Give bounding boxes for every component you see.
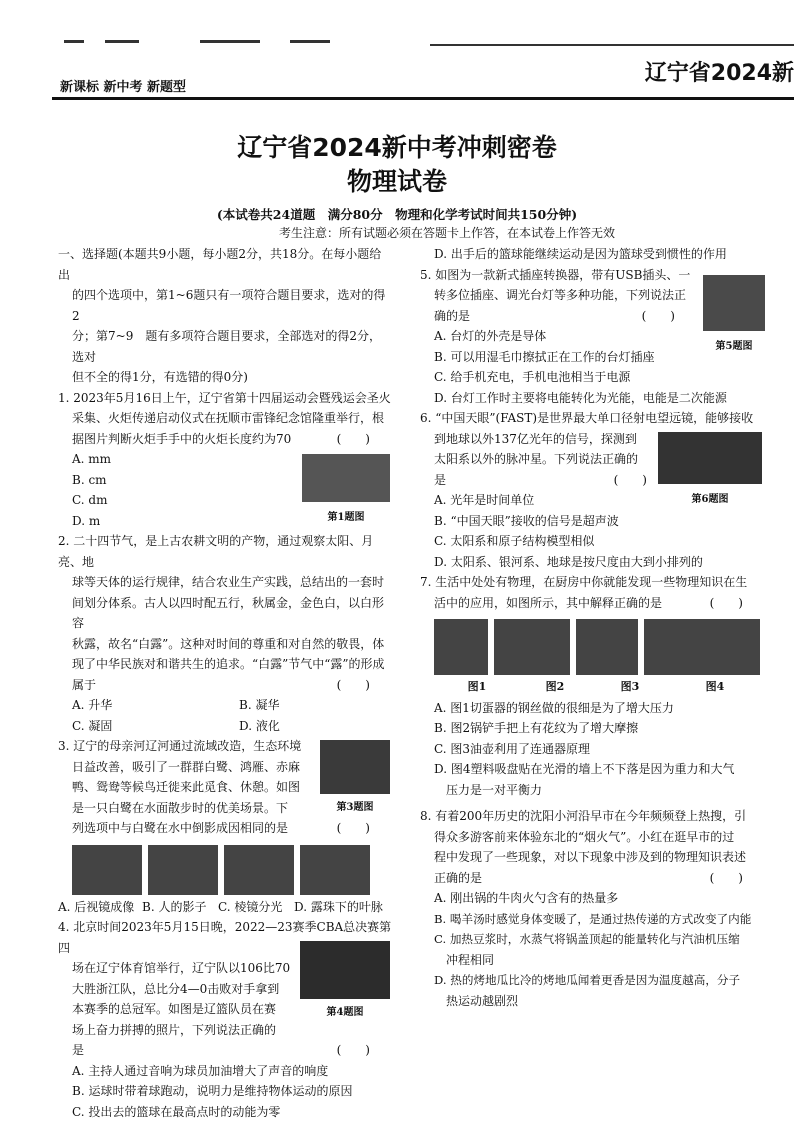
option: C. dm — [72, 493, 108, 507]
option: A. 升华 — [72, 698, 113, 712]
text-line: 据图片判断火炬手手中的火炬长度约为70 — [72, 431, 292, 446]
text-line: 转多位插座、调光台灯等多种功能，下列说法正 — [434, 288, 687, 302]
option: C. 太阳系和原子结构模型相似 — [434, 534, 595, 548]
text-line: 鸭、鸳鸯等候鸟迁徙来此觅食、休憩。如图 — [72, 780, 301, 794]
text-line — [420, 868, 765, 889]
text-line: 球等天体的运行规律，结合农业生产实践，总结出的一套时 — [72, 575, 385, 589]
figure-caption: 第1题图 — [327, 511, 365, 523]
text-line: 4. 北京时间2023年5月15日晚，2022—23赛季CBA总决赛第四 — [58, 920, 392, 955]
mirror-image — [72, 845, 142, 895]
text-line: 1. 2023年5月16日上午，辽宁省第十四届运动会暨残运会圣火 — [58, 390, 391, 405]
prism-image — [224, 845, 294, 895]
option: B. 人的影子 — [142, 899, 207, 914]
text-line: 现了中华民族对和谐共生的追求。“白露”节气中“露”的形成 — [72, 657, 385, 671]
figure-caption: 图3 — [620, 680, 640, 693]
answer-bracket: ( ) — [336, 1043, 370, 1057]
option: B. 凝华 — [239, 698, 280, 712]
text-line: 是一只白鹭在水面散步时的优美场景。下 — [72, 800, 289, 815]
option: 压力是一对平衡力 — [434, 782, 543, 797]
question-2 — [58, 531, 392, 736]
question-1 — [58, 388, 392, 532]
text-line: 5. 如图为一款新式插座转换器，带有USB插头、一 — [420, 267, 691, 282]
text-line: 8. 有着200年历史的沈阳小河沿早市在今年频频登上热搜，引 — [420, 809, 747, 823]
text-line: 分；第7~9 题有多项符合题目要求，全部选对的得2分，选对 — [72, 329, 381, 364]
answer-bracket: ( ) — [641, 308, 675, 323]
text-line — [58, 675, 392, 696]
text-line: 但不全的得1分，有选错的得0分) — [72, 370, 248, 384]
text-line: 确的是 — [434, 308, 471, 323]
basketball-photo — [300, 941, 390, 999]
option: D. 台灯工作时主要将电能转化为光能，电能是二次能源 — [434, 390, 727, 405]
egret-photo — [320, 740, 390, 794]
text-line — [58, 429, 392, 450]
shadow-image — [148, 845, 218, 895]
figure-caption: 第4题图 — [326, 1007, 364, 1018]
option: A. 主持人通过音响为球员加油增大了声音的响度 — [72, 1063, 329, 1078]
lamp-socket-photo — [703, 275, 765, 331]
text-line: 日益改善，吸引了一群群白鹭、鸿雁、赤麻 — [72, 759, 301, 774]
option: B. 喝羊汤时感觉身体变暖了，是通过热传递的方式改变了内能 — [434, 911, 752, 926]
text-line: 本赛季的总冠军。如图是辽篮队员在赛 — [72, 1002, 277, 1016]
torch-photo — [302, 454, 390, 502]
exam-subject: 物理试卷 — [346, 167, 447, 196]
figure-caption: 第6题图 — [691, 494, 729, 505]
text-line — [58, 818, 392, 839]
option: C. 加热豆浆时，水蒸气将锅盖顶起的能量转化与汽油机压缩 — [434, 932, 740, 946]
suction-cup-image — [644, 619, 760, 675]
answer-bracket: ( ) — [336, 677, 370, 692]
header-rule — [52, 97, 794, 100]
fast-telescope-photo — [658, 432, 762, 484]
option: A. mm — [72, 452, 112, 466]
option: 冲程相同 — [434, 952, 495, 967]
figure-images — [434, 619, 765, 675]
figure-caption: 图2 — [545, 680, 565, 693]
option: C. 图3油壶利用了连通器原理 — [434, 741, 591, 756]
option: B. 运球时带着球跑动，说明力是维持物体运动的原因 — [72, 1084, 353, 1098]
text-line: 6. “中国天眼”(FAST)是世界最大单口径射电望远镜，能够接收 — [420, 411, 754, 425]
option: B. “中国天眼”接收的信号是超声波 — [434, 513, 619, 528]
option: C. 给手机充电，手机电池相当于电源 — [434, 370, 631, 384]
left-column — [58, 244, 392, 1122]
text-line — [58, 1040, 392, 1061]
question-4 — [58, 917, 392, 1122]
text-line: 正确的是 — [434, 870, 483, 885]
question-3 — [58, 736, 392, 917]
option: A. 台灯的外壳是导体 — [434, 329, 547, 343]
text-line: 到地球以外137亿光年的信号，探测到 — [434, 431, 637, 446]
text-line: 太阳系以外的脉冲星。下列说法正确的 — [434, 452, 639, 466]
answer-bracket: ( ) — [336, 431, 370, 446]
option: C. 棱镜分光 — [218, 899, 283, 914]
scan-mark — [105, 40, 139, 43]
text-line: 场在辽宁体育馆举行，辽宁队以106比70 — [72, 961, 291, 975]
figure-caption: 第5题图 — [715, 340, 753, 352]
exam-info: (本试卷共24道题 满分80分 物理和化学考试时间共150分钟) — [216, 207, 578, 222]
oil-pot-image — [576, 619, 638, 675]
page-header — [0, 0, 794, 98]
option: D. 图4塑料吸盘贴在光滑的墙上不下落是因为重力和大气 — [434, 762, 735, 776]
text-line: 列选项中与白鹭在水中倒影成因相同的是 — [72, 821, 289, 835]
text-line: 是 — [72, 1043, 85, 1057]
option: A. 图1切蛋器的钢丝做的很细是为了增大压力 — [434, 700, 674, 715]
options-row — [58, 897, 392, 918]
answer-bracket: ( ) — [336, 821, 370, 835]
answer-bracket: ( ) — [709, 595, 743, 610]
scan-mark — [200, 40, 260, 43]
text-line: 3. 辽宁的母亲河辽河通过流域改造，生态环境 — [58, 739, 302, 753]
exam-note: 考生注意：所有试题必须在答题卡上作答，在本试卷上作答无效 — [278, 226, 615, 240]
section-heading — [58, 244, 392, 388]
question-7 — [420, 572, 765, 800]
text-line: 7. 生活中处处有物理，在厨房中你就能发现一些物理知识在生 — [420, 575, 748, 589]
figure-caption: 图4 — [705, 680, 725, 693]
question-6 — [420, 408, 765, 572]
option: 热运动越剧烈 — [434, 993, 519, 1008]
option: B. cm — [72, 472, 107, 487]
option: D. 露珠下的叶脉 — [294, 899, 383, 914]
option: A. 刚出锅的牛肉火勺含有的热量多 — [434, 891, 619, 905]
option: D. m — [72, 513, 101, 528]
exam-title: 辽宁省2024新中考冲刺密卷 — [237, 133, 557, 162]
answer-bracket: ( ) — [613, 472, 647, 487]
question-8 — [420, 806, 765, 1011]
text-line: 得众多游客前来体验东北的“烟火气”。小红在逛早市的过 — [434, 829, 735, 844]
option: A. 光年是时间单位 — [434, 493, 535, 507]
option-images — [72, 845, 392, 895]
option: D. 热的烤地瓜比冷的烤地瓜闻着更香是因为温度越高，分子 — [434, 973, 741, 987]
spatula-image — [494, 619, 570, 675]
text-line: 大胜浙江队，总比分4—0击败对手拿到 — [72, 981, 280, 996]
answer-bracket: ( ) — [709, 870, 743, 885]
scan-mark — [430, 44, 794, 46]
option: C. 投出去的篮球在最高点时的动能为零 — [72, 1104, 281, 1119]
header-title: 辽宁省2024新 — [644, 61, 794, 86]
option: D. 液化 — [239, 718, 280, 733]
brand-label: 新课标 新中考 新题型 — [60, 80, 187, 95]
option: B. 可以用湿毛巾擦拭正在工作的台灯插座 — [434, 349, 655, 364]
option: D. 出手后的篮球能继续运动是因为篮球受到惯性的作用 — [434, 247, 727, 261]
scan-mark — [64, 40, 84, 43]
option: C. 凝固 — [72, 718, 113, 733]
options-row — [58, 695, 392, 716]
text-line: 活中的应用，如图所示，其中解释正确的是 — [434, 595, 663, 610]
figure-captions — [434, 677, 765, 698]
text-line: 的四个选项中，第1~6题只有一项符合题目要求，选对的得2 — [72, 288, 386, 323]
figure-caption: 图1 — [467, 680, 487, 693]
text-line: 秋露，故名“白露”。这种对时间的尊重和对自然的敬畏，体 — [72, 636, 385, 651]
text-line: 2. 二十四节气，是上古农耕文明的产物，通过观察太阳、月亮、地 — [58, 534, 374, 569]
figure-caption: 第3题图 — [336, 802, 374, 813]
question-5 — [420, 265, 765, 409]
text-line: 是 — [434, 472, 447, 487]
right-column — [420, 244, 765, 1011]
text-line: 间划分体系。古人以四时配五行，秋属金，金色白，以白形容 — [72, 595, 385, 630]
text-line: 场上奋力拼搏的照片，下列说法正确的 — [72, 1022, 277, 1037]
option: A. 后视镜成像 — [58, 899, 135, 914]
text-line: 程中发现了一些现象，对以下现象中涉及到的物理知识表述 — [434, 850, 747, 864]
option: D. 太阳系、银河系、地球是按尺度由大到小排列的 — [434, 554, 703, 569]
text-line: 采集、火炬传递启动仪式在抚顺市雷锋纪念馆隆重举行，根 — [72, 411, 385, 425]
egg-slicer-image — [434, 619, 488, 675]
dewdrop-image — [300, 845, 370, 895]
text-line: 属于 — [72, 677, 97, 692]
options-row — [58, 716, 392, 737]
text-line: 一、选择题(本题共9小题，每小题2分，共18分。在每小题给出 — [58, 247, 382, 282]
option: B. 图2锅铲手把上有花纹为了增大摩擦 — [434, 721, 639, 735]
scan-mark — [290, 40, 330, 43]
text-line — [420, 593, 765, 614]
